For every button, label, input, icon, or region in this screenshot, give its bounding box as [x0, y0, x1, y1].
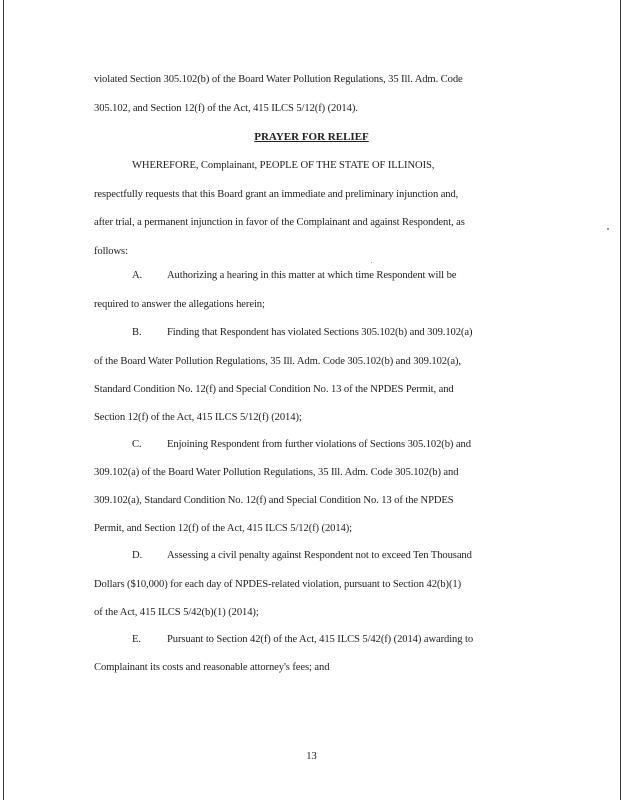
item-d-line-3: of the Act, 415 ILCS 5/42(b)(1) (2014); [94, 607, 259, 618]
item-c-line-1: Enjoining Respondent from further violations of Sections 305.102(b) and [167, 439, 471, 450]
continuation-line-1: violated Section 305.102(b) of the Board Water Pollution Regulations, 35 Ill. Adm. Code [94, 74, 463, 85]
item-a-line-1: Authorizing a hearing in this matter at which time Respondent will be [167, 270, 457, 281]
intro-line-4: follows: [94, 246, 128, 257]
item-c-line-2: 309.102(a) of the Board Water Pollution Regulations, 35 Ill. Adm. Code 305.102(b) and [94, 467, 459, 478]
scan-speck [607, 228, 609, 230]
item-e-line-2: Complainant its costs and reasonable attorney's fees; and [94, 662, 330, 673]
intro-line-2: respectfully requests that this Board grant an immediate and preliminary injunction and, [94, 189, 459, 200]
left-scan-edge [3, 0, 4, 800]
item-d-letter: D. [132, 550, 143, 561]
item-a-letter: A. [132, 270, 143, 281]
item-e-letter: E. [132, 634, 141, 645]
item-b-line-3: Standard Condition No. 12(f) and Special Condition No. 13 of the NPDES Permit, and [94, 384, 454, 395]
page-number: 13 [306, 751, 317, 762]
prayer-for-relief-heading: PRAYER FOR RELIEF [254, 131, 369, 143]
item-c-letter: C. [132, 439, 142, 450]
item-b-letter: B. [132, 327, 142, 338]
scan-speck [371, 262, 372, 263]
item-d-line-1: Assessing a civil penalty against Respondent not to exceed Ten Thousand [167, 550, 472, 561]
item-c-line-4: Permit, and Section 12(f) of the Act, 415 ILCS 5/12(f) (2014); [94, 523, 353, 534]
intro-line-3: after trial, a permanent injunction in favor of the Complainant and against Respondent, as [94, 217, 465, 228]
item-c-line-3: 309.102(a), Standard Condition No. 12(f) and Special Condition No. 13 of the NPDES [94, 495, 454, 506]
intro-line-1: WHEREFORE, Complainant, PEOPLE OF THE STATE OF ILLINOIS, [132, 160, 435, 171]
item-a-line-2: required to answer the allegations herein; [94, 299, 265, 310]
right-scan-edge [620, 0, 621, 800]
item-d-line-2: Dollars ($10,000) for each day of NPDES-related violation, pursuant to Section 42(b)(1) [94, 579, 461, 590]
item-b-line-4: Section 12(f) of the Act, 415 ILCS 5/12(f) (2014); [94, 412, 302, 423]
item-b-line-2: of the Board Water Pollution Regulations, 35 Ill. Adm. Code 305.102(b) and 309.102(a), [94, 356, 461, 367]
item-e-line-1: Pursuant to Section 42(f) of the Act, 415 ILCS 5/42(f) (2014) awarding to [167, 634, 474, 645]
continuation-line-2: 305.102, and Section 12(f) of the Act, 415 ILCS 5/12(f) (2014). [94, 103, 358, 114]
item-b-line-1: Finding that Respondent has violated Sections 305.102(b) and 309.102(a) [167, 327, 473, 338]
